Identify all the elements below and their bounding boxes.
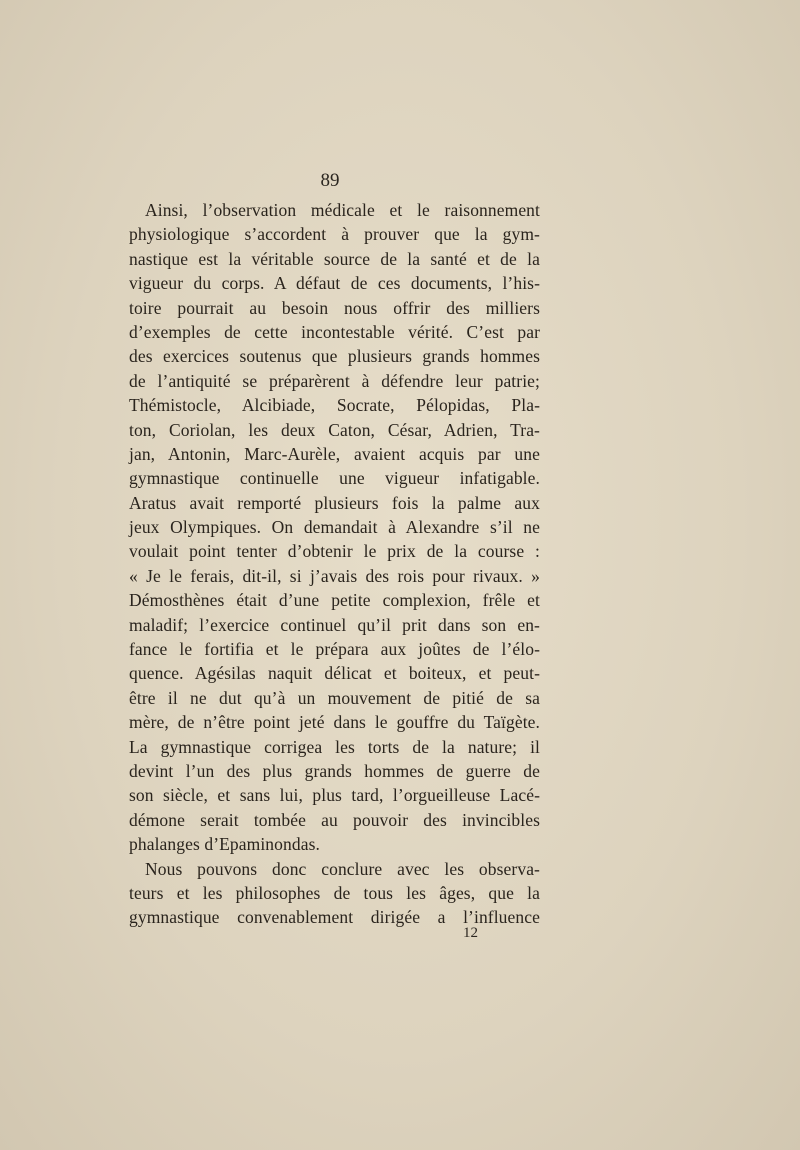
text-line: d’exemples de cette incontestable vérité. C’est par bbox=[129, 321, 540, 342]
text-line: de l’antiquité se préparèrent à défendre leur patrie; bbox=[129, 370, 540, 391]
text-line: mère, de n’être point jeté dans le gouffre du Taïgète. bbox=[129, 712, 540, 733]
text-line: jan, Antonin, Marc-Aurèle, avaient acquis par une bbox=[129, 443, 540, 464]
text-line: Ainsi, l’observation médicale et le raisonnement bbox=[145, 200, 540, 220]
text-line: phalanges d’Epaminondas. bbox=[129, 834, 320, 855]
text-line: devint l’un des plus grands hommes de guerre de bbox=[129, 760, 540, 781]
text-line: être il ne dut qu’à un mouvement de pitié de sa bbox=[129, 687, 540, 708]
text-line: jeux Olympiques. On demandait à Alexandre s’il ne bbox=[129, 517, 540, 538]
text-line: La gymnastique corrigea les torts de la nature; il bbox=[129, 736, 540, 757]
text-line: Thémistocle, Alcibiade, Socrate, Pélopidas, Pla- bbox=[129, 395, 540, 416]
text-line: ton, Coriolan, les deux Caton, César, Adrien, Tra- bbox=[129, 419, 540, 440]
text-line: nastique est la véritable source de la santé et de la bbox=[129, 248, 540, 269]
body-text bbox=[129, 198, 540, 930]
text-line: son siècle, et sans lui, plus tard, l’orgueilleuse Lacé- bbox=[129, 785, 540, 806]
text-line: des exercices soutenus que plusieurs grands hommes bbox=[129, 346, 540, 367]
signature-mark: 12 bbox=[463, 925, 478, 941]
text-line: toire pourrait au besoin nous offrir des milliers bbox=[129, 297, 540, 318]
text-line: vigueur du corps. A défaut de ces documents, l’his- bbox=[129, 273, 540, 294]
text-line: Aratus avait remporté plusieurs fois la palme aux bbox=[129, 492, 540, 513]
text-line: démone serait tombée au pouvoir des invincibles bbox=[129, 809, 540, 830]
text-line: voulait point tenter d’obtenir le prix de la course : bbox=[129, 541, 540, 562]
text-line: physiologique s’accordent à prouver que la gym- bbox=[129, 224, 540, 245]
text-line: quence. Agésilas naquit délicat et boiteux, et peut- bbox=[129, 663, 540, 684]
text-line: Démosthènes était d’une petite complexion, frêle et bbox=[129, 590, 540, 611]
text-line: teurs et les philosophes de tous les âges, que la bbox=[129, 882, 540, 903]
text-line: « Je le ferais, dit-il, si j’avais des rois pour rivaux. » bbox=[129, 565, 540, 586]
text-line: Nous pouvons donc conclure avec les observa- bbox=[145, 858, 540, 879]
text-line: maladif; l’exercice continuel qu’il prit dans son en- bbox=[129, 614, 540, 635]
text-line: gymnastique continuelle une vigueur infatigable. bbox=[129, 468, 540, 489]
page-number: 89 bbox=[320, 170, 340, 191]
text-line: gymnastique convenablement dirigée a l’influence bbox=[129, 907, 540, 928]
text-line: fance le fortifia et le prépara aux joûtes de l’élo- bbox=[129, 639, 540, 660]
